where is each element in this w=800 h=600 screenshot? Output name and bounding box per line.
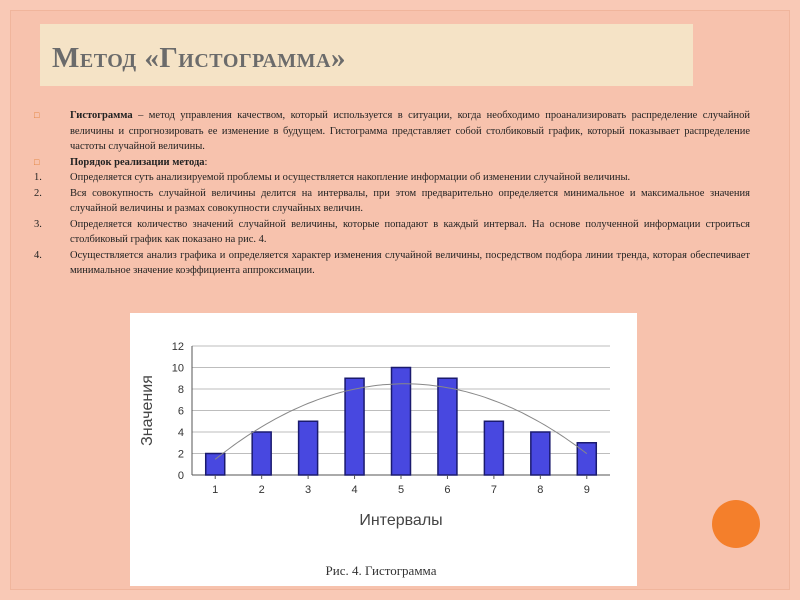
procedure-heading: Порядок реализации метода: [70, 156, 205, 168]
histogram-bar: [484, 421, 503, 475]
histogram-bar: [345, 378, 364, 475]
y-tick-label: 6: [177, 405, 184, 418]
procedure-colon: :: [204, 156, 208, 168]
intro-term: Гистограмма: [70, 110, 133, 121]
y-tick-label: 10: [171, 362, 184, 375]
step-number: 2.: [34, 187, 42, 199]
step-text: Вся совокупность случайной величины делится на интервалы, при этом предварительно определяется минимальное и максимальное значения случайной величины и размах совокупности случайных величин.: [70, 187, 750, 214]
x-tick-label: 5: [397, 484, 405, 496]
bullet-icon: □: [34, 156, 40, 167]
x-tick-label: 1: [212, 484, 219, 496]
histogram-figure: [130, 313, 637, 586]
x-tick-label: 3: [305, 484, 312, 496]
step-item: [34, 186, 750, 217]
y-tick-label: 0: [177, 470, 184, 482]
histogram-chart: [130, 313, 637, 586]
slide-title: Метод «Гистограмма»: [52, 42, 346, 74]
histogram-bar: [299, 421, 318, 475]
intro-paragraph: [34, 108, 750, 155]
x-tick-label: 2: [258, 484, 265, 496]
step-number: 4.: [34, 249, 42, 261]
step-number: 1.: [34, 172, 42, 183]
step-item: [34, 248, 750, 279]
x-tick-label: 7: [490, 484, 497, 496]
histogram-bar: [438, 378, 457, 475]
histogram-bar: [531, 432, 550, 475]
y-tick-label: 12: [171, 341, 184, 353]
intro-text: – метод управления качеством, который используется в ситуации, когда необходимо проанализировать распределение случайной величины и спрогнозировать ее изменение в будущем. Гистограмма представляет собой столбиковый график, который показывает распределение частоты случайной величины.: [70, 110, 750, 152]
procedure-heading-row: [34, 155, 750, 171]
title-bar: [40, 24, 693, 86]
x-axis-label: Интервалы: [359, 512, 443, 529]
figure-caption: Рис. 4. Гистограмма: [325, 563, 437, 578]
histogram-bar: [577, 443, 596, 475]
x-tick-label: 8: [537, 484, 544, 496]
step-text: Определяется суть анализируемой проблемы и осуществляется накопление информации об изменении случайной величины.: [70, 172, 631, 183]
y-axis-label: Значения: [139, 375, 156, 446]
step-item: [34, 170, 750, 186]
x-tick-label: 6: [444, 484, 451, 496]
step-text: Определяется количество значений случайной величины, которые попадают в каждый интервал. На основе полученной информации строиться столбиковый график как показано на рис. 4.: [70, 218, 750, 245]
step-text: Осуществляется анализ графика и определяется характер изменения случайной величины, посредством подбора линии тренда, которая обеспечивает минимальное значение коэффициента аппроксимации.: [70, 249, 750, 276]
slide-content: [34, 108, 750, 279]
step-number: 3.: [34, 218, 42, 230]
decorative-circle: [712, 500, 760, 548]
x-tick-label: 4: [351, 484, 358, 496]
y-tick-label: 2: [177, 448, 184, 461]
y-tick-label: 8: [177, 384, 184, 396]
histogram-bar: [206, 454, 225, 476]
histogram-bar: [252, 432, 271, 475]
bullet-icon: □: [34, 110, 40, 120]
step-item: [34, 217, 750, 248]
y-tick-label: 4: [177, 427, 184, 439]
x-tick-label: 9: [583, 484, 590, 496]
